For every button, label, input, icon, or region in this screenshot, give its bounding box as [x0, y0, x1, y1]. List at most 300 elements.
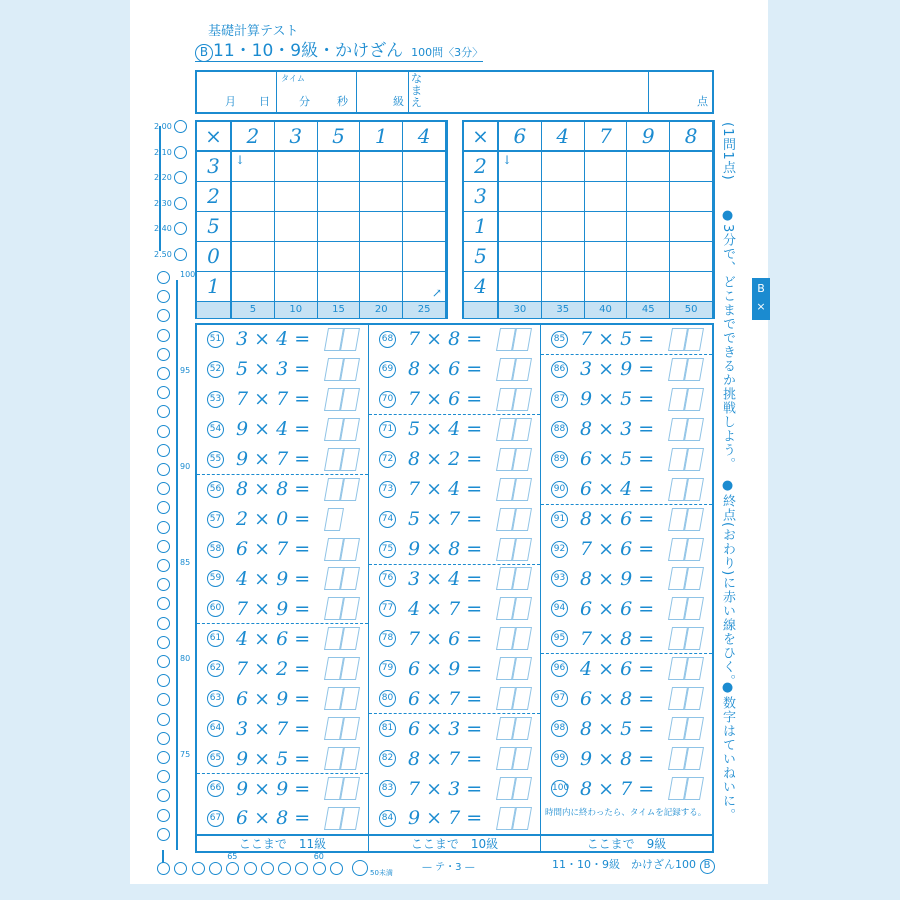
answer-cell[interactable]: [232, 242, 275, 272]
footer-count: 20: [360, 302, 403, 318]
answer-cell[interactable]: [585, 182, 628, 212]
page-number: — テ・3 —: [422, 862, 475, 873]
problem-row: [197, 505, 368, 535]
problem-row: [369, 684, 540, 714]
problem-number: 54: [207, 421, 224, 438]
problem-row: [197, 535, 368, 565]
score-circle[interactable]: [157, 329, 170, 342]
grid-left: [195, 120, 448, 319]
score-label: 75: [180, 750, 191, 759]
score-circle[interactable]: [157, 540, 170, 553]
score-circle[interactable]: [157, 655, 170, 668]
row-number: 2: [464, 152, 499, 182]
row-number: 3: [197, 152, 232, 182]
corner-x: ×: [197, 122, 232, 152]
up-right-arrow-icon: ↗: [431, 286, 442, 300]
answer-box[interactable]: [684, 538, 704, 561]
answer-box[interactable]: [684, 388, 704, 411]
problem-row: [369, 445, 540, 475]
problem-row: [369, 475, 540, 505]
score-label: 95: [180, 366, 191, 375]
problem-number: 65: [207, 750, 224, 767]
problem-row: [369, 535, 540, 565]
subtitle: 基礎計算テスト: [208, 24, 299, 39]
problem-row: [369, 744, 540, 774]
answer-box[interactable]: [340, 538, 360, 561]
answer-cell[interactable]: [318, 242, 361, 272]
answer-cell[interactable]: [232, 182, 275, 212]
problem-expression: 8 × 7 =: [408, 747, 483, 770]
answer-box[interactable]: [512, 418, 532, 441]
column-footer: ここまで 10級: [369, 834, 540, 851]
problem-expression: 9 × 8 =: [408, 538, 483, 561]
answer-cell[interactable]: [670, 242, 713, 272]
time-label: 2.00: [154, 122, 172, 131]
time-circle[interactable]: [174, 197, 187, 210]
problem-row: [197, 385, 368, 415]
problem-row: [541, 445, 712, 475]
problem-number: 88: [551, 421, 568, 438]
answer-box[interactable]: [340, 448, 360, 471]
answer-cell[interactable]: [318, 152, 361, 182]
time-label: 2.50: [154, 249, 172, 259]
score-circle[interactable]: [157, 463, 170, 476]
answer-cell[interactable]: [542, 212, 585, 242]
row-number: 3: [464, 182, 499, 212]
answer-cell[interactable]: [275, 152, 318, 182]
answer-box[interactable]: [340, 657, 360, 680]
problem-number: 52: [207, 361, 224, 378]
page-title: B 11・10・9級・かけざん 100問〈3分〉: [195, 36, 483, 62]
answer-box[interactable]: [340, 807, 360, 830]
scale-line: [176, 280, 178, 850]
problem-expression: 9 × 5 =: [236, 747, 311, 770]
score-circle[interactable]: [157, 732, 170, 745]
score-circle[interactable]: [313, 862, 326, 875]
answer-cell[interactable]: [542, 272, 585, 302]
score-circle[interactable]: [157, 559, 170, 572]
problem-expression: 7 × 6 =: [408, 627, 483, 650]
answer-cell[interactable]: [542, 242, 585, 272]
time-circle[interactable]: [174, 146, 187, 159]
problem-number: 63: [207, 690, 224, 707]
problem-row: [197, 445, 368, 475]
problem-expression: 6 × 8 =: [236, 807, 311, 830]
answer-cell[interactable]: [627, 212, 670, 242]
problem-row: [197, 684, 368, 714]
problem-number: 86: [551, 361, 568, 378]
problem-row: [197, 475, 368, 505]
section-tab[interactable]: B ×: [752, 278, 770, 320]
score-circle[interactable]: [157, 636, 170, 649]
answer-box[interactable]: [684, 657, 704, 680]
problem-expression: 3 × 7 =: [236, 717, 311, 740]
answer-box[interactable]: [684, 418, 704, 441]
problem-number: 97: [551, 690, 568, 707]
problem-expression: 6 × 8 =: [580, 687, 655, 710]
answer-box[interactable]: [340, 328, 360, 351]
problem-number: 75: [379, 541, 396, 558]
time-label: 2.30: [154, 198, 172, 208]
row-number: 2: [197, 182, 232, 212]
problem-number: 58: [207, 541, 224, 558]
answer-cell[interactable]: [627, 152, 670, 182]
answer-box[interactable]: [512, 328, 532, 351]
answer-box[interactable]: [684, 567, 704, 590]
problem-row: [541, 714, 712, 744]
problem-number: 72: [379, 451, 396, 468]
problem-expression: 9 × 5 =: [580, 388, 655, 411]
answer-cell[interactable]: [318, 272, 361, 302]
score-label: 60: [313, 852, 324, 861]
score-circle[interactable]: [157, 425, 170, 438]
answer-cell[interactable]: [275, 182, 318, 212]
answer-box[interactable]: [340, 418, 360, 441]
problem-row: [541, 355, 712, 385]
answer-box[interactable]: [340, 747, 360, 770]
footer-count: 30: [499, 302, 542, 318]
answer-box[interactable]: [684, 627, 704, 650]
problem-expression: 6 × 6 =: [580, 597, 655, 620]
problem-number: 70: [379, 391, 396, 408]
header-number: 7: [585, 122, 628, 152]
header-number: 2: [232, 122, 275, 152]
answer-box[interactable]: [512, 687, 532, 710]
answer-cell[interactable]: [275, 212, 318, 242]
time-field[interactable]: タイム 分 秒: [277, 72, 357, 112]
problem-number: 69: [379, 361, 396, 378]
problem-number: 71: [379, 421, 396, 438]
corner-x: ×: [464, 122, 499, 152]
note-challenge: ●3分で、どこまでできるか挑戦しよう。: [720, 208, 735, 472]
score-circle[interactable]: [157, 828, 170, 841]
time-note: 時間内に終わったら、タイムを記録する。: [545, 808, 707, 818]
time-circle[interactable]: [174, 171, 187, 184]
header-number: 9: [627, 122, 670, 152]
answer-box[interactable]: [340, 687, 360, 710]
problem-expression: 4 × 7 =: [408, 597, 483, 620]
grade-field[interactable]: 級: [357, 72, 409, 112]
footer-count: 25: [403, 302, 446, 318]
problem-row: [541, 744, 712, 774]
answer-cell[interactable]: [499, 182, 542, 212]
answer-cell[interactable]: [403, 242, 446, 272]
problem-expression: 7 × 6 =: [408, 388, 483, 411]
answer-box[interactable]: [340, 478, 360, 501]
problem-row: [541, 415, 712, 445]
answer-box[interactable]: [340, 358, 360, 381]
answer-box[interactable]: [684, 478, 704, 501]
time-label: 2.20: [154, 173, 172, 182]
problem-row: [369, 774, 540, 804]
problem-number: 82: [379, 750, 396, 767]
down-arrow-icon: ↓: [235, 153, 246, 167]
problem-number: 61: [207, 630, 224, 647]
answer-cell[interactable]: [542, 152, 585, 182]
header-number: 1: [360, 122, 403, 152]
problem-number: 51: [207, 331, 224, 348]
down-arrow-icon: ↓: [502, 153, 513, 167]
problem-row: [197, 804, 368, 834]
answer-cell[interactable]: [499, 272, 542, 302]
problem-number: 68: [379, 331, 396, 348]
problem-column: [541, 325, 712, 851]
time-circle[interactable]: [174, 222, 187, 235]
problem-row: [197, 714, 368, 744]
score-circle[interactable]: [157, 444, 170, 457]
answer-box[interactable]: [684, 448, 704, 471]
problem-expression: 7 × 3 =: [408, 777, 483, 800]
answer-cell[interactable]: [275, 242, 318, 272]
answer-cell[interactable]: [318, 212, 361, 242]
answer-box[interactable]: [340, 388, 360, 411]
problem-expression: 7 × 8 =: [580, 627, 655, 650]
problem-column: [197, 325, 369, 851]
problem-expression: 6 × 7 =: [408, 687, 483, 710]
score-circle[interactable]: [157, 751, 170, 764]
score-circle[interactable]: [157, 367, 170, 380]
answer-box[interactable]: [512, 597, 532, 620]
problem-expression: 6 × 5 =: [580, 448, 655, 471]
score-circle[interactable]: [261, 862, 274, 875]
info-table: 月 日 タイム 分 秒 級 なまえ 点: [195, 70, 714, 114]
time-circle[interactable]: [174, 120, 187, 133]
answer-cell[interactable]: [585, 212, 628, 242]
answer-box[interactable]: [512, 448, 532, 471]
row-number: 1: [464, 212, 499, 242]
answer-cell[interactable]: [232, 152, 275, 182]
problem-row: [541, 774, 712, 804]
answer-box[interactable]: [684, 687, 704, 710]
answer-box[interactable]: [512, 627, 532, 650]
problem-number: 77: [379, 600, 396, 617]
problem-row: [541, 535, 712, 565]
problem-number: 73: [379, 481, 396, 498]
answer-cell[interactable]: [360, 272, 403, 302]
problem-number: 96: [551, 660, 568, 677]
problem-expression: 9 × 8 =: [580, 747, 655, 770]
problem-expression: 5 × 7 =: [408, 508, 483, 531]
score-circle[interactable]: [330, 862, 343, 875]
answer-cell[interactable]: [499, 152, 542, 182]
problem-number: 67: [207, 810, 224, 827]
problem-column: [369, 325, 541, 851]
problem-row: [197, 415, 368, 445]
problem-number: 66: [207, 780, 224, 797]
problem-expression: 5 × 4 =: [408, 418, 483, 441]
answer-cell[interactable]: [232, 212, 275, 242]
problem-expression: 9 × 7 =: [408, 807, 483, 830]
answer-box[interactable]: [684, 747, 704, 770]
problem-expression: 4 × 6 =: [580, 657, 655, 680]
problem-number: 74: [379, 511, 396, 528]
answer-cell[interactable]: [232, 272, 275, 302]
answer-box[interactable]: [684, 717, 704, 740]
answer-box[interactable]: [512, 538, 532, 561]
answer-box[interactable]: [512, 508, 532, 531]
answer-cell[interactable]: [360, 212, 403, 242]
answer-box[interactable]: [684, 777, 704, 800]
problem-area: [195, 323, 714, 853]
answer-cell[interactable]: [360, 182, 403, 212]
score-circle[interactable]: [157, 809, 170, 822]
answer-box[interactable]: [684, 508, 704, 531]
answer-cell[interactable]: [585, 272, 628, 302]
problem-row: [369, 355, 540, 385]
score-circle[interactable]: [157, 271, 170, 284]
answer-cell[interactable]: [542, 182, 585, 212]
problem-number: 76: [379, 570, 396, 587]
answer-box[interactable]: [340, 567, 360, 590]
answer-cell[interactable]: [403, 272, 446, 302]
problem-row: [369, 325, 540, 355]
under50-circle[interactable]: [352, 860, 368, 876]
answer-box[interactable]: [512, 747, 532, 770]
problem-expression: 6 × 9 =: [408, 657, 483, 680]
row-number: 1: [197, 272, 232, 302]
answer-box[interactable]: [512, 717, 532, 740]
answer-cell[interactable]: [670, 182, 713, 212]
score-circle[interactable]: [192, 862, 205, 875]
name-field[interactable]: なまえ: [409, 72, 649, 112]
answer-cell[interactable]: [670, 272, 713, 302]
problem-row: [541, 654, 712, 684]
score-label: 85: [180, 558, 191, 567]
problem-number: 91: [551, 511, 568, 528]
answer-box[interactable]: [512, 478, 532, 501]
answer-box[interactable]: [512, 567, 532, 590]
answer-cell[interactable]: [360, 242, 403, 272]
answer-cell[interactable]: [403, 212, 446, 242]
problem-number: 60: [207, 600, 224, 617]
problem-number: 99: [551, 750, 568, 767]
answer-box[interactable]: [684, 358, 704, 381]
score-circle[interactable]: [244, 862, 257, 875]
answer-cell[interactable]: [403, 152, 446, 182]
problem-expression: 6 × 3 =: [408, 717, 483, 740]
header-number: 5: [318, 122, 361, 152]
answer-cell[interactable]: [499, 242, 542, 272]
problem-number: 59: [207, 570, 224, 587]
score-circle[interactable]: [157, 521, 170, 534]
problem-number: 64: [207, 720, 224, 737]
problem-number: 57: [207, 511, 224, 528]
answer-cell[interactable]: [360, 152, 403, 182]
note-red-line: ●終点(おわり)に赤い線をひく。: [720, 478, 735, 689]
problem-expression: 7 × 4 =: [408, 478, 483, 501]
time-circle[interactable]: [174, 248, 187, 261]
score-circle[interactable]: [157, 617, 170, 630]
answer-box[interactable]: [340, 777, 360, 800]
answer-box[interactable]: [684, 328, 704, 351]
score-circle[interactable]: [157, 348, 170, 361]
answer-box[interactable]: [512, 388, 532, 411]
answer-cell[interactable]: [318, 182, 361, 212]
answer-box[interactable]: [512, 358, 532, 381]
problem-row: [541, 594, 712, 624]
answer-cell[interactable]: [627, 272, 670, 302]
score-circle[interactable]: [209, 862, 222, 875]
problem-row: [369, 624, 540, 654]
column-footer: ここまで 9級: [541, 834, 712, 851]
score-label: 80: [180, 654, 191, 663]
problem-expression: 7 × 9 =: [236, 597, 311, 620]
answer-cell[interactable]: [403, 182, 446, 212]
answer-box[interactable]: [340, 597, 360, 620]
problem-number: 98: [551, 720, 568, 737]
problem-expression: 4 × 9 =: [236, 567, 311, 590]
answer-box[interactable]: [324, 508, 344, 531]
problem-row: [197, 744, 368, 774]
answer-cell[interactable]: [275, 272, 318, 302]
header-number: 6: [499, 122, 542, 152]
answer-cell[interactable]: [670, 212, 713, 242]
problem-row: [369, 565, 540, 595]
footer-label: 11・10・9級 かけざん100 B: [552, 856, 715, 874]
answer-box[interactable]: [512, 807, 532, 830]
footer-count: 40: [585, 302, 628, 318]
answer-cell[interactable]: [627, 182, 670, 212]
problem-number: 81: [379, 720, 396, 737]
footer-count: 10: [275, 302, 318, 318]
score-circle[interactable]: [157, 713, 170, 726]
score-circle[interactable]: [157, 862, 170, 875]
problem-number: 83: [379, 780, 396, 797]
footer-count: 15: [318, 302, 361, 318]
answer-cell[interactable]: [627, 242, 670, 272]
answer-cell[interactable]: [585, 242, 628, 272]
answer-cell[interactable]: [499, 212, 542, 242]
problem-number: 84: [379, 810, 396, 827]
answer-cell[interactable]: [585, 152, 628, 182]
note-neat: ●数字はていねいに。: [720, 680, 735, 822]
problem-expression: 9 × 4 =: [236, 418, 311, 441]
answer-box[interactable]: [340, 627, 360, 650]
problem-expression: 6 × 9 =: [236, 687, 311, 710]
answer-box[interactable]: [512, 777, 532, 800]
answer-box[interactable]: [512, 657, 532, 680]
problem-row: [197, 624, 368, 654]
problem-expression: 8 × 9 =: [580, 567, 655, 590]
problem-number: 56: [207, 481, 224, 498]
answer-box[interactable]: [340, 717, 360, 740]
problem-row: [541, 385, 712, 415]
answer-cell[interactable]: [670, 152, 713, 182]
problem-row: [369, 415, 540, 445]
problem-expression: 7 × 7 =: [236, 388, 311, 411]
header-number: 4: [403, 122, 446, 152]
problem-expression: 7 × 8 =: [408, 328, 483, 351]
footer-blank: [464, 302, 499, 318]
time-label: 2.40: [154, 224, 172, 233]
row-number: 5: [197, 212, 232, 242]
problem-expression: 8 × 8 =: [236, 478, 311, 501]
problem-number: 92: [551, 541, 568, 558]
problem-number: 95: [551, 630, 568, 647]
problem-expression: 5 × 3 =: [236, 358, 311, 381]
row-number: 5: [464, 242, 499, 272]
problem-number: 78: [379, 630, 396, 647]
header-number: 8: [670, 122, 713, 152]
problem-row: [541, 624, 712, 654]
grid-right: [462, 120, 715, 319]
problem-number: 89: [551, 451, 568, 468]
score-field[interactable]: 点: [697, 95, 708, 108]
problem-row: [197, 774, 368, 804]
problem-row: [197, 565, 368, 595]
answer-box[interactable]: [684, 597, 704, 620]
score-circle[interactable]: [278, 862, 291, 875]
